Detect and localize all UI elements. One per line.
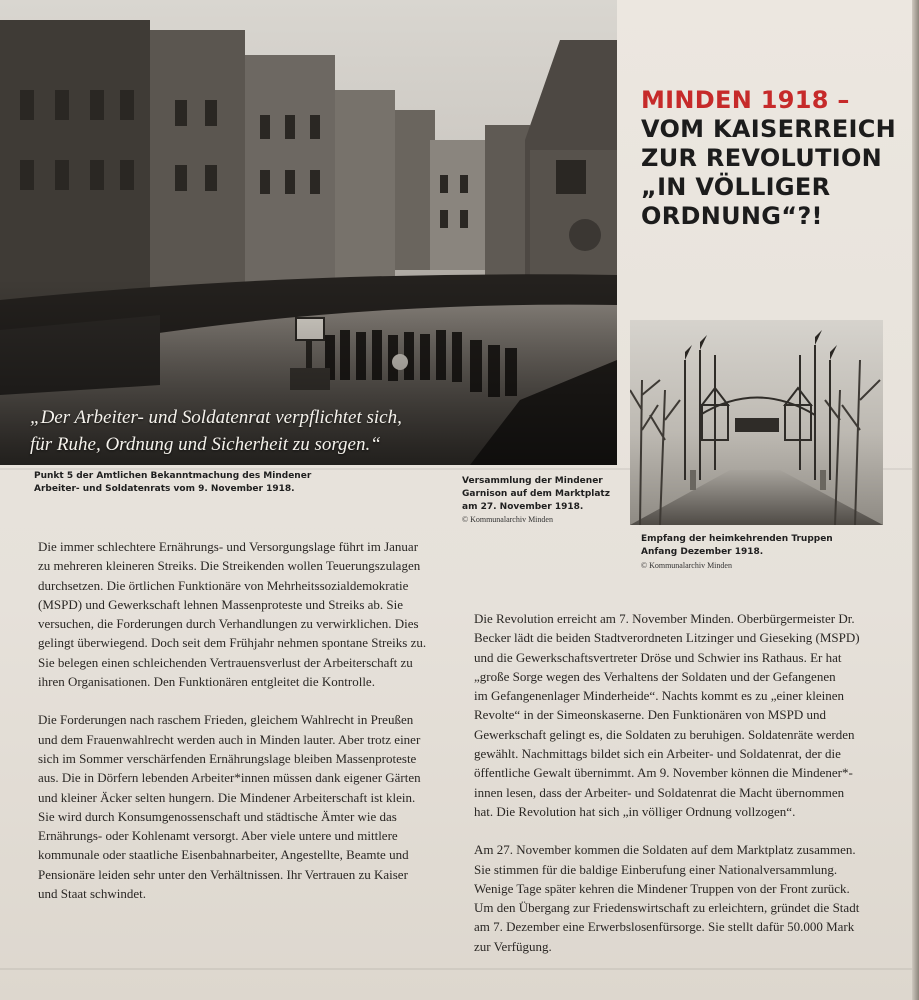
text-line: Um den Übergang zur Friedenswirtschaft zu erleichtern, gründet die Stadt	[474, 900, 860, 916]
caption-line: Versammlung der Mindener	[462, 476, 603, 486]
text-line: ihren Organisationen. Den Funktionären entgleitet die Kontrolle.	[38, 674, 375, 690]
text-line: zu mehreren kleineren Streiks. Die Streikenden wollen Teuerungszulagen	[38, 558, 421, 574]
text-line: kommunale oder staatliche Eisenbahnarbeiter, Angestellte, Beamte und	[38, 847, 409, 863]
text-line: öffentliche Gewalt übernimmt. Am 9. November können die Mindener*-	[474, 765, 853, 781]
text-line: durchsetzen. Die örtlichen Funktionäre von Mehrheitssozialdemokratie	[38, 577, 409, 593]
paragraph	[474, 609, 860, 821]
text-line: Die Revolution erreicht am 7. November Minden. Oberbürgermeister Dr.	[474, 611, 855, 626]
panel-edge	[912, 0, 919, 1000]
photo-credit: © Kommunalarchiv Minden	[641, 561, 732, 570]
paragraph	[38, 710, 426, 903]
title-line: ORDNUNG“?!	[641, 202, 823, 230]
paragraph	[474, 840, 860, 956]
text-line: am 7. Dezember eine Erwerbslosenfürsorge. Sie stellt dafür 50.000 Mark	[474, 919, 855, 935]
caption-proclamation	[34, 470, 311, 496]
text-line: im Gefangenenlager Minderheide“. Nachts kommt es zu „einer kleinen	[474, 688, 844, 704]
left-text-column	[38, 537, 426, 903]
caption-line: Anfang Dezember 1918.	[641, 547, 764, 557]
text-line: Die Forderungen nach raschem Frieden, gleichem Wahlrecht in Preußen	[38, 712, 414, 728]
right-text-column	[474, 609, 860, 956]
quote-line: „Der Arbeiter- und Soldatenrat verpflichtet sich,	[30, 407, 402, 428]
text-line: und kleiner Äcker selten hungern. Die Mindener Arbeiterschaft ist klein.	[38, 789, 416, 805]
caption-line: Arbeiter- und Soldatenrats vom 9. November 1918.	[34, 484, 295, 494]
text-line: und Staat schwindet.	[38, 886, 146, 902]
troops-return-photo	[630, 320, 883, 525]
text-line: Die immer schlechtere Ernährungs- und Versorgungslage führt im Januar	[38, 539, 419, 554]
text-line: und die Gewerkschaftsvertreter Dröse und Schwier ins Rathaus. Er hat	[474, 649, 842, 665]
text-line: Revolte“ in der Simeonskaserne. Den Funktionären von MSPD und	[474, 707, 827, 723]
text-line: Sie stimmen für die baldige Einberufung einer Nationalversammlung.	[474, 861, 838, 877]
marketplace-photo	[0, 0, 617, 465]
caption-line: Garnison auf dem Marktplatz	[462, 489, 610, 499]
text-line: und dem Frauenwahlrecht werden auch in Minden lauter. Aber trotz einer	[38, 731, 421, 747]
panel-fold	[0, 968, 912, 970]
caption-marketplace	[462, 475, 610, 514]
caption-line: am 27. November 1918.	[462, 502, 584, 512]
caption-line: Empfang der heimkehrenden Truppen	[641, 534, 833, 544]
photo-credit: © Kommunalarchiv Minden	[462, 515, 553, 524]
text-line: sich im Sommer verschärfenden Ernährungslage bleiben Massenproteste	[38, 750, 417, 766]
caption-troops	[641, 533, 833, 559]
text-line: Ernährungs- oder Kohlenamt versorgt. Aber viele untere und mittlere	[38, 828, 398, 844]
title-line: VOM KAISERREICH	[641, 115, 897, 143]
paragraph	[38, 537, 426, 691]
troops-return-photo-drawing	[630, 320, 883, 525]
text-line: Am 27. November kommen die Soldaten auf dem Marktplatz zusammen.	[474, 842, 856, 858]
quote	[30, 404, 590, 458]
text-line: Becker lädt die beiden Stadtverordneten Litzinger und Gieseking (MSPD)	[474, 630, 860, 646]
text-line: hat. Die Revolution hat sich „in völliger Ordnung vollzogen“.	[474, 803, 796, 819]
text-line: zur Verfügung.	[474, 938, 552, 954]
text-line: Pensionäre leiden sehr unter den Verhältnissen. Ihr Vertrauen zu Kaiser	[38, 866, 408, 882]
text-line: Sie belegen einen schleichenden Vertrauensverlust der Arbeiterschaft zu	[38, 654, 413, 670]
text-line: Gewerkschaft gelingt es, die Soldaten zu beruhigen. Soldatenräte werden	[474, 726, 855, 742]
text-line: innen lesen, dass der Arbeiter- und Soldatenrat die Macht übernommen	[474, 784, 845, 800]
panel-title	[641, 86, 911, 231]
quote-line: für Ruhe, Ordnung und Sicherheit zu sorgen.“	[30, 434, 381, 455]
text-line: (MSPD) und Gewerkschaft lehnen Massenproteste und Streiks ab. Sie	[38, 596, 404, 612]
caption-line: Punkt 5 der Amtlichen Bekanntmachung des Mindener	[34, 471, 312, 481]
text-line: versuchen, die Forderungen durch Verhandlungen zu verwirklichen. Dies	[38, 616, 419, 632]
text-line: Wenige Tage später kehren die Mindener Truppen von der Front zurück.	[474, 880, 850, 896]
text-line: gewählt. Nachmittags bildet sich ein Arbeiter- und Soldatenrat, der die	[474, 746, 841, 762]
text-line: aus. Die in Dörfern lebenden Arbeiter*innen müssen dank eigener Gärten	[38, 770, 421, 786]
text-line: gelingt überwiegend. Doch seit dem Frühjahr nehmen spontane Streiks zu.	[38, 635, 427, 651]
marketplace-photo-drawing	[0, 0, 617, 465]
text-line: „große Sorge wegen des Verhaltens der Soldaten und der Gefangenen	[474, 668, 836, 684]
title-line-red: MINDEN 1918 –	[641, 86, 850, 114]
title-line: ZUR REVOLUTION	[641, 144, 883, 172]
text-line: Sie wird durch Konsumgenossenschaft und städtische Ämter wie das	[38, 808, 397, 824]
title-line: „IN VÖLLIGER	[641, 173, 831, 201]
